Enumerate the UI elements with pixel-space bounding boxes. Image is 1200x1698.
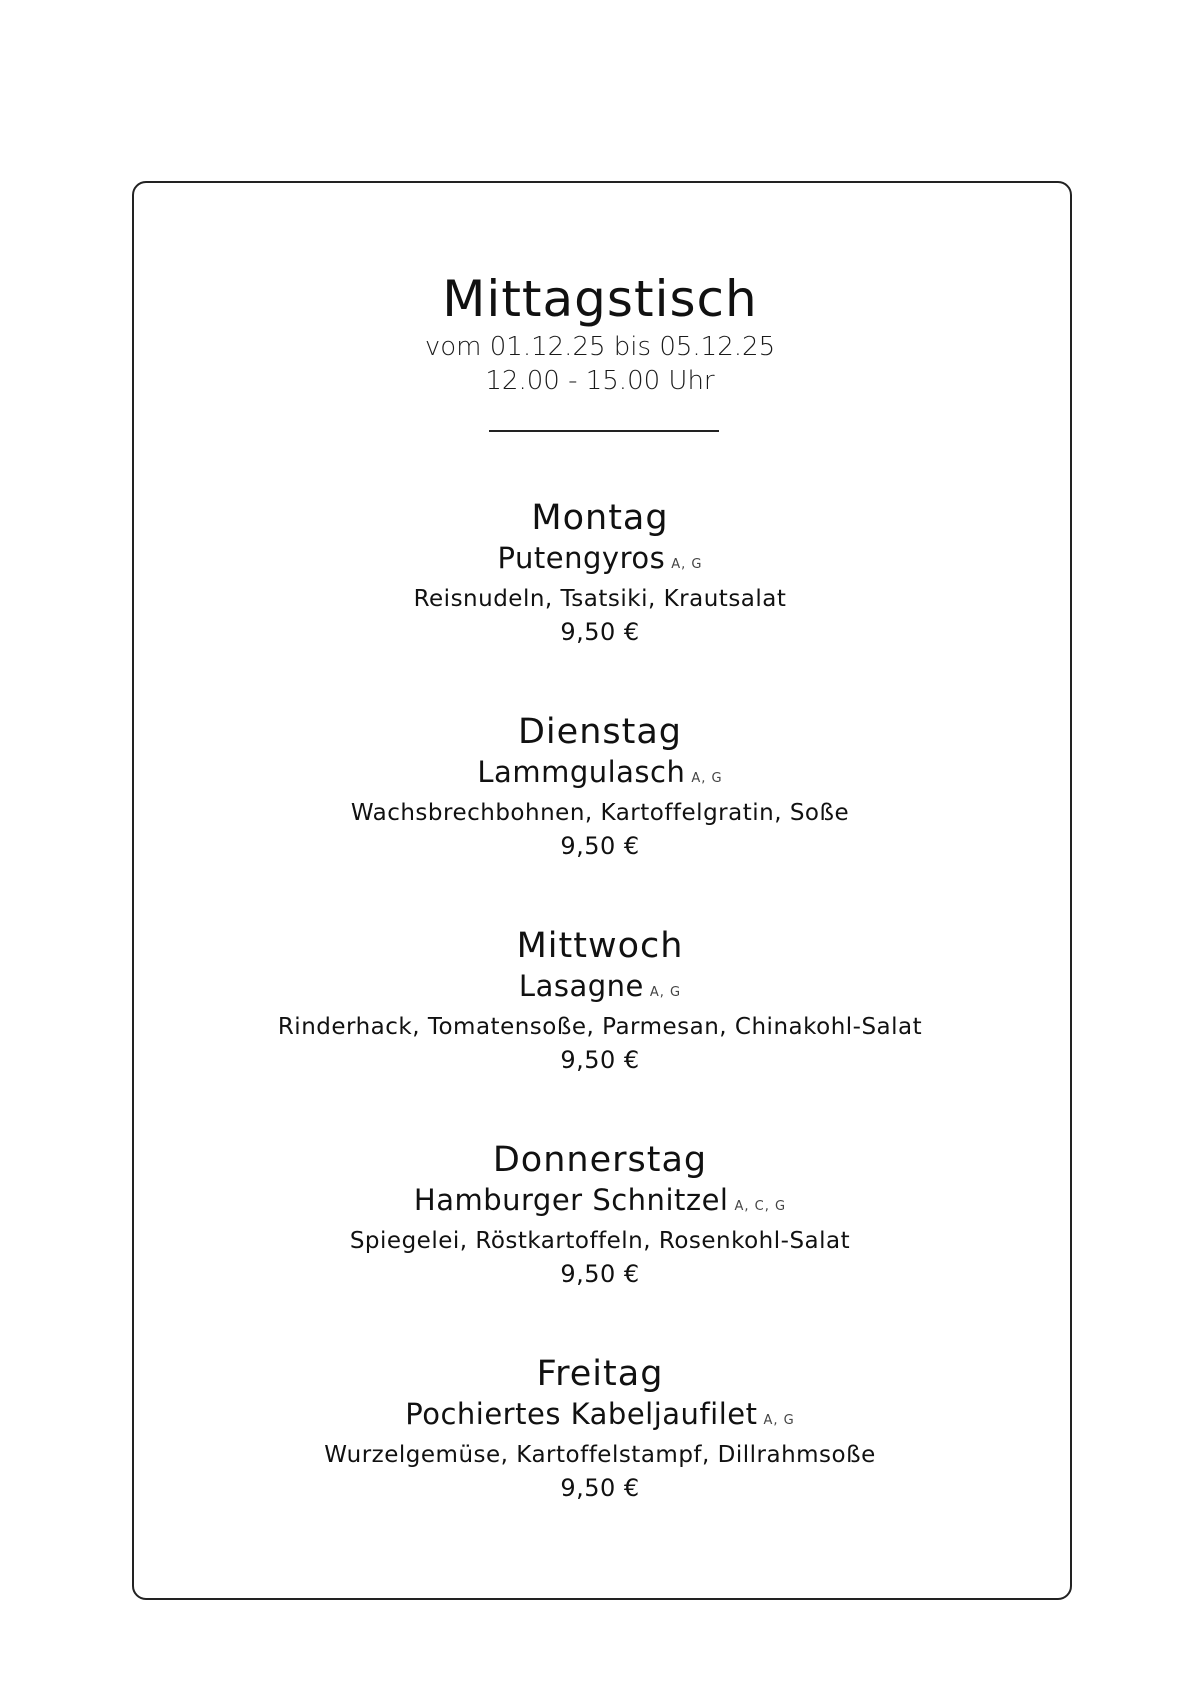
day-name: Freitag <box>536 1354 664 1394</box>
dish-line <box>0 1396 1200 1439</box>
page-title: Mittagstisch <box>442 270 758 328</box>
side-dishes: Wurzelgemüse, Kartoffelstampf, Dillrahmsoße <box>324 1442 876 1468</box>
price: 9,50 € <box>560 832 640 860</box>
price: 9,50 € <box>560 618 640 646</box>
allergen-codes: A, G <box>763 1413 795 1428</box>
dish-line <box>0 754 1200 797</box>
allergen-codes: A, G <box>691 771 723 786</box>
allergen-codes: A, C, G <box>734 1199 787 1214</box>
dish-line <box>0 540 1200 583</box>
day-name: Dienstag <box>517 712 682 752</box>
allergen-codes: A, G <box>671 557 703 572</box>
menu-header <box>0 268 1200 398</box>
price: 9,50 € <box>560 1046 640 1074</box>
allergen-codes: A, G <box>649 985 682 1000</box>
day-tuesday <box>0 710 1200 924</box>
side-dishes: Rinderhack, Tomatensoße, Parmesan, Chinakohl-Salat <box>277 1014 923 1040</box>
header-divider <box>489 430 719 432</box>
day-friday <box>0 1352 1200 1566</box>
weekly-menu <box>0 496 1200 1566</box>
serving-hours: 12.00 - 15.00 Uhr <box>485 366 715 396</box>
price: 9,50 € <box>560 1474 640 1502</box>
dish-name: Lammgulasch <box>477 755 686 789</box>
day-thursday <box>0 1138 1200 1352</box>
day-name: Montag <box>531 498 669 538</box>
dish-line <box>0 968 1200 1011</box>
price: 9,50 € <box>560 1260 640 1288</box>
side-dishes: Spiegelei, Röstkartoffeln, Rosenkohl-Salat <box>349 1228 851 1254</box>
dish-name: Hamburger Schnitzel <box>413 1183 729 1217</box>
side-dishes: Reisnudeln, Tsatsiki, Krautsalat <box>413 586 787 612</box>
day-monday <box>0 496 1200 710</box>
dish-line <box>0 1182 1200 1225</box>
dish-name: Pochiertes Kabeljaufilet <box>405 1397 758 1431</box>
date-range: vom 01.12.25 bis 05.12.25 <box>424 332 776 362</box>
day-name: Mittwoch <box>516 926 684 966</box>
dish-name: Lasagne <box>518 969 644 1003</box>
side-dishes: Wachsbrechbohnen, Kartoffelgratin, Soße <box>350 800 850 826</box>
day-wednesday <box>0 924 1200 1138</box>
dish-name: Putengyros <box>497 541 666 575</box>
day-name: Donnerstag <box>492 1140 708 1180</box>
